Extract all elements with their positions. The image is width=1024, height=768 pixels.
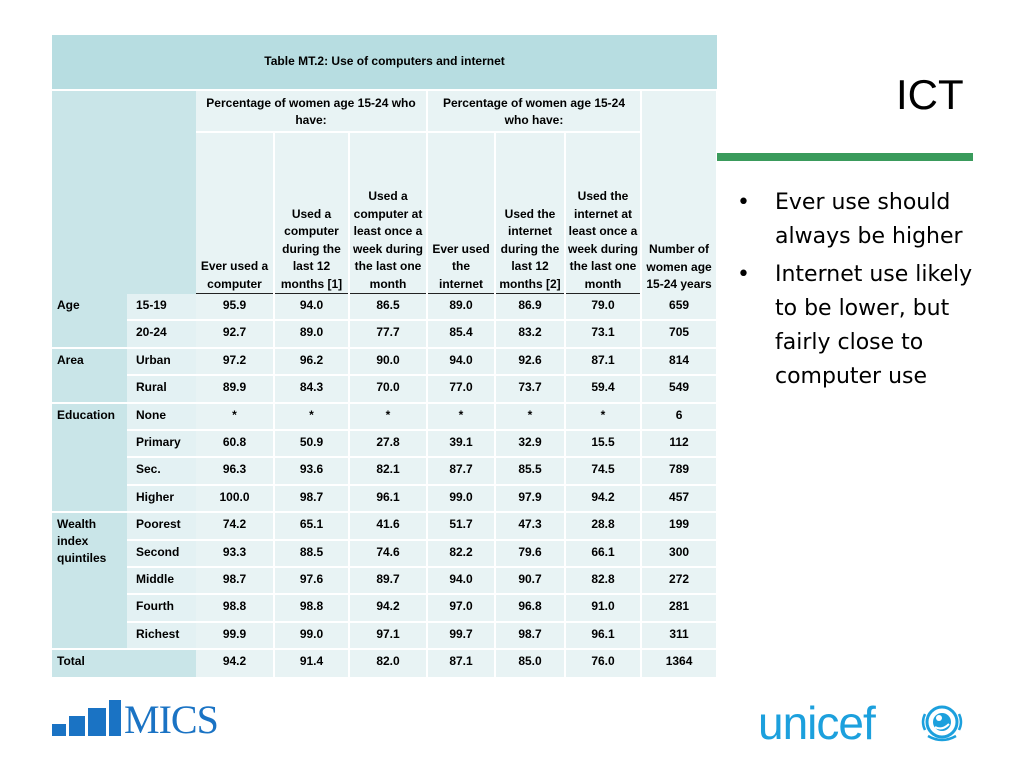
table-cell: 94.0 — [427, 348, 495, 375]
table-cell: 32.9 — [495, 430, 565, 457]
row-label: 20-24 — [127, 320, 196, 347]
table-row — [52, 485, 717, 512]
row-group-label: Age — [52, 294, 127, 348]
table-cell: 74.2 — [196, 512, 274, 539]
table-cell: 15.5 — [565, 430, 641, 457]
table-cell: 70.0 — [349, 375, 427, 402]
row-label: Urban — [127, 348, 196, 375]
table-cell: 82.0 — [349, 649, 427, 678]
table-cell: 98.7 — [274, 485, 349, 512]
table-cell: 60.8 — [196, 430, 274, 457]
table-cell: 97.1 — [349, 622, 427, 649]
table-cell: 311 — [641, 622, 717, 649]
table-cell: 79.6 — [495, 540, 565, 567]
table-row — [52, 512, 717, 539]
total-label: Total — [52, 649, 196, 678]
header-blank — [52, 90, 196, 294]
col-header-ever-used-computer: Ever used a computer — [196, 132, 274, 294]
table-cell: 86.5 — [349, 294, 427, 321]
row-label: Poorest — [127, 512, 196, 539]
table-cell: 659 — [641, 294, 717, 321]
row-label: 15-19 — [127, 294, 196, 321]
slide-title: ICT — [896, 71, 964, 118]
table-cell: 66.1 — [565, 540, 641, 567]
table-cell: 85.5 — [495, 457, 565, 484]
table-cell: 94.2 — [565, 485, 641, 512]
table-cell: 94.0 — [427, 567, 495, 594]
table-cell: * — [349, 403, 427, 430]
table-cell: 96.1 — [349, 485, 427, 512]
table-cell: 76.0 — [565, 649, 641, 678]
table-cell: 96.3 — [196, 457, 274, 484]
table-cell: 272 — [641, 567, 717, 594]
unicef-logo — [758, 696, 988, 749]
table-cell: 82.2 — [427, 540, 495, 567]
table-cell: 98.8 — [196, 594, 274, 621]
table-cell: 281 — [641, 594, 717, 621]
table-cell: 59.4 — [565, 375, 641, 402]
mics-logo-text: MICS — [124, 697, 218, 742]
total-row — [52, 649, 717, 678]
table-cell: 705 — [641, 320, 717, 347]
table-row — [52, 457, 717, 484]
table-cell: 93.6 — [274, 457, 349, 484]
row-label: Fourth — [127, 594, 196, 621]
table-cell: 91.4 — [274, 649, 349, 678]
table-cell: 93.3 — [196, 540, 274, 567]
table-cell: 28.8 — [565, 512, 641, 539]
table-cell: 94.2 — [349, 594, 427, 621]
table-cell: * — [427, 403, 495, 430]
table-cell: 96.1 — [565, 622, 641, 649]
table-cell: 51.7 — [427, 512, 495, 539]
table-row — [52, 403, 717, 430]
bullet-text: Internet use likely to be lower, but fairly close to computer use — [775, 262, 973, 389]
table-cell: 87.7 — [427, 457, 495, 484]
table-cell: 98.7 — [196, 567, 274, 594]
table-row — [52, 594, 717, 621]
title-divider — [717, 153, 973, 161]
table-cell: 88.5 — [274, 540, 349, 567]
group-header-internet: Percentage of women age 15-24 who have: — [427, 90, 641, 132]
table-cell: 6 — [641, 403, 717, 430]
table-cell: 85.4 — [427, 320, 495, 347]
table-cell: 82.1 — [349, 457, 427, 484]
row-label: Richest — [127, 622, 196, 649]
bullet-list — [737, 186, 977, 398]
table-cell: 97.2 — [196, 348, 274, 375]
row-label: Higher — [127, 485, 196, 512]
col-header-number-women: Number of women age 15-24 years — [641, 90, 717, 294]
table-cell: * — [495, 403, 565, 430]
table-cell: 92.6 — [495, 348, 565, 375]
data-table — [52, 35, 718, 679]
table-cell: 98.8 — [274, 594, 349, 621]
table-cell: 1364 — [641, 649, 717, 678]
table-cell: 96.2 — [274, 348, 349, 375]
table-cell: 97.0 — [427, 594, 495, 621]
table-cell: * — [196, 403, 274, 430]
table-cell: 91.0 — [565, 594, 641, 621]
table-cell: 73.7 — [495, 375, 565, 402]
bullet-item — [737, 186, 977, 254]
col-header-computer-weekly: Used a computer at least once a week during the last one month — [349, 132, 427, 294]
table-cell: 94.0 — [274, 294, 349, 321]
table-cell: 97.6 — [274, 567, 349, 594]
table-cell: 86.9 — [495, 294, 565, 321]
bullet-text: Ever use should always be higher — [775, 190, 963, 249]
table-cell: 199 — [641, 512, 717, 539]
table-cell: 89.7 — [349, 567, 427, 594]
row-label: Sec. — [127, 457, 196, 484]
table-cell: 83.2 — [495, 320, 565, 347]
bullet-icon: • — [737, 262, 750, 287]
row-group-label: Education — [52, 403, 127, 513]
table-cell: 112 — [641, 430, 717, 457]
row-label: Second — [127, 540, 196, 567]
table-cell: 87.1 — [565, 348, 641, 375]
table-cell: 97.9 — [495, 485, 565, 512]
table-cell: 89.9 — [196, 375, 274, 402]
table-cell: 50.9 — [274, 430, 349, 457]
table-cell: 27.8 — [349, 430, 427, 457]
table-cell: 95.9 — [196, 294, 274, 321]
table-caption: Table MT.2: Use of computers and internet — [52, 35, 717, 90]
table-cell: 74.6 — [349, 540, 427, 567]
table-cell: 87.1 — [427, 649, 495, 678]
table-cell: 65.1 — [274, 512, 349, 539]
table-cell: 47.3 — [495, 512, 565, 539]
table-cell: 89.0 — [427, 294, 495, 321]
table-row — [52, 622, 717, 649]
row-label: None — [127, 403, 196, 430]
table-cell: 100.0 — [196, 485, 274, 512]
table-cell: 789 — [641, 457, 717, 484]
table-cell: * — [565, 403, 641, 430]
table-cell: 457 — [641, 485, 717, 512]
table-cell: 79.0 — [565, 294, 641, 321]
table-cell: 94.2 — [196, 649, 274, 678]
bullet-icon: • — [737, 190, 750, 215]
table-cell: 84.3 — [274, 375, 349, 402]
table-row — [52, 294, 717, 321]
row-label: Primary — [127, 430, 196, 457]
col-header-computer-12-months: Used a computer during the last 12 months [1] — [274, 132, 349, 294]
bullet-item — [737, 258, 977, 394]
table-cell: 41.6 — [349, 512, 427, 539]
table-row — [52, 540, 717, 567]
table-cell: 89.0 — [274, 320, 349, 347]
col-header-internet-weekly: Used the internet at least once a week during the last one month — [565, 132, 641, 294]
table-cell: 90.0 — [349, 348, 427, 375]
table-cell: 77.0 — [427, 375, 495, 402]
table-cell: 814 — [641, 348, 717, 375]
table-cell: 99.0 — [427, 485, 495, 512]
table-cell: 74.5 — [565, 457, 641, 484]
table-cell: 99.0 — [274, 622, 349, 649]
table-cell: 92.7 — [196, 320, 274, 347]
table-cell: 90.7 — [495, 567, 565, 594]
table-cell: 99.7 — [427, 622, 495, 649]
table-cell: 73.1 — [565, 320, 641, 347]
table-cell: 99.9 — [196, 622, 274, 649]
unicef-emblem-icon — [920, 700, 964, 744]
row-label: Rural — [127, 375, 196, 402]
group-header-computer: Percentage of women age 15-24 who have: — [196, 90, 427, 132]
table-cell: * — [274, 403, 349, 430]
table-cell: 77.7 — [349, 320, 427, 347]
table-cell: 39.1 — [427, 430, 495, 457]
table-cell: 82.8 — [565, 567, 641, 594]
row-group-label: Wealth index quintiles — [52, 512, 127, 649]
unicef-logo-text: unicef — [758, 697, 875, 749]
row-label: Middle — [127, 567, 196, 594]
mics-logo — [52, 697, 252, 742]
table-cell: 549 — [641, 375, 717, 402]
table-row — [52, 348, 717, 375]
col-header-ever-used-internet: Ever used the internet — [427, 132, 495, 294]
table-row — [52, 320, 717, 347]
table-row — [52, 375, 717, 402]
table-cell: 96.8 — [495, 594, 565, 621]
table-cell: 85.0 — [495, 649, 565, 678]
table-row — [52, 430, 717, 457]
table-cell: 98.7 — [495, 622, 565, 649]
row-group-label: Area — [52, 348, 127, 403]
col-header-internet-12-months: Used the internet during the last 12 months [2] — [495, 132, 565, 294]
table-row — [52, 567, 717, 594]
table-cell: 300 — [641, 540, 717, 567]
